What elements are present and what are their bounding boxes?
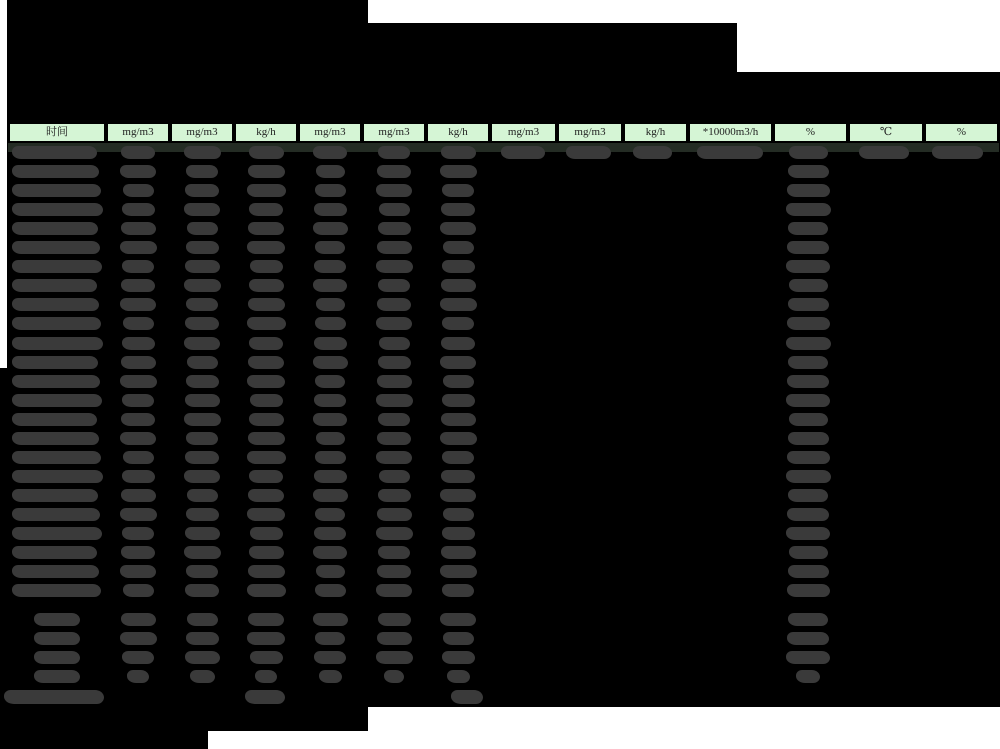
redacted-value-blob [249,413,284,426]
redacted-value-blob [122,527,154,540]
redaction-block [7,23,737,72]
redacted-value-blob [247,632,285,645]
redacted-value-blob [247,508,285,521]
redacted-value-blob [314,203,347,216]
redacted-value-blob [377,432,411,445]
redacted-value-blob [248,565,285,578]
redacted-value-blob [441,546,476,559]
redacted-value-blob [786,337,831,350]
redacted-time-blob [12,375,100,388]
redacted-value-blob [249,337,283,350]
redacted-value-blob [377,508,412,521]
header-cell-1: mg/m3 [108,124,168,141]
redacted-value-blob [314,260,346,273]
redacted-total-label-blob [4,690,104,704]
header-cell-9: kg/h [625,124,686,141]
redacted-summary-label-blob [34,613,80,626]
redacted-value-blob [120,632,157,645]
redacted-value-blob [247,584,286,597]
redacted-time-blob [12,527,102,540]
redacted-time-blob [12,317,101,330]
redacted-value-blob [786,394,830,407]
redacted-time-blob [12,260,102,273]
redaction-block [0,707,368,731]
redacted-value-blob [377,298,411,311]
redacted-value-blob [377,375,412,388]
redacted-value-blob [184,546,221,559]
redacted-value-blob [186,508,219,521]
redacted-time-blob [12,470,103,483]
redacted-value-blob [120,241,157,254]
redacted-value-blob [121,356,156,369]
redacted-value-blob [315,508,345,521]
redacted-value-blob [788,489,828,502]
header-cell-7: mg/m3 [492,124,555,141]
redacted-value-blob [120,432,156,445]
redacted-value-blob [122,651,154,664]
redacted-value-blob [249,470,283,483]
redacted-value-blob [566,146,611,159]
redacted-value-blob [250,527,283,540]
redacted-time-blob [12,413,97,426]
redacted-value-blob [249,546,284,559]
redacted-value-blob [248,489,284,502]
redacted-time-blob [12,394,102,407]
redacted-value-blob [440,613,476,626]
redacted-value-blob [121,489,156,502]
redacted-time-blob [12,508,100,521]
redacted-value-blob [788,613,828,626]
redacted-value-blob [186,298,218,311]
redacted-value-blob [376,451,412,464]
redacted-value-blob [788,298,829,311]
redacted-value-blob [249,146,284,159]
redacted-value-blob [788,356,828,369]
redacted-value-blob [787,632,829,645]
redacted-value-blob [313,146,347,159]
redacted-value-blob [121,546,155,559]
redacted-value-blob [315,317,346,330]
redacted-time-blob [12,279,97,292]
redacted-value-blob [186,375,219,388]
redacted-time-blob [12,146,97,159]
redacted-value-blob [190,670,215,683]
redacted-value-blob [185,394,220,407]
redacted-value-blob [123,317,154,330]
redacted-time-blob [12,222,98,235]
redacted-value-blob [443,241,474,254]
redacted-value-blob [255,670,277,683]
redacted-time-blob [12,356,98,369]
header-cell-13: % [926,124,997,141]
redacted-value-blob [184,337,220,350]
redacted-value-blob [187,489,218,502]
redacted-value-blob [378,489,411,502]
redacted-value-blob [442,451,474,464]
redacted-value-blob [376,584,412,597]
redacted-value-blob [633,146,672,159]
redacted-time-blob [12,432,99,445]
redacted-value-blob [787,508,829,521]
redacted-value-blob [379,337,410,350]
redacted-value-blob [316,298,345,311]
redacted-value-blob [248,165,285,178]
redacted-value-blob [787,317,830,330]
header-cell-12: ℃ [850,124,922,141]
redacted-value-blob [184,470,220,483]
redacted-value-blob [315,451,346,464]
redacted-value-blob [247,184,286,197]
redacted-value-blob [185,317,219,330]
redacted-value-blob [789,546,828,559]
redacted-value-blob [250,394,283,407]
redacted-value-blob [932,146,983,159]
redacted-value-blob [120,165,156,178]
redacted-value-blob [313,489,348,502]
redacted-value-blob [442,584,474,597]
redacted-time-blob [12,546,97,559]
redacted-value-blob [789,146,828,159]
redacted-value-blob [184,279,221,292]
redacted-value-blob [377,165,411,178]
redacted-value-blob [187,222,218,235]
redacted-value-blob [121,613,156,626]
redacted-value-blob [786,260,830,273]
redacted-value-blob [378,613,411,626]
redacted-value-blob [378,546,410,559]
redacted-time-blob [12,203,103,216]
redacted-value-blob [127,670,149,683]
redacted-value-blob [378,146,410,159]
redacted-value-blob [376,394,413,407]
redacted-value-blob [247,317,286,330]
redacted-value-blob [787,184,830,197]
redacted-summary-label-blob [34,670,80,683]
redacted-value-blob [440,298,477,311]
redacted-value-blob [378,279,410,292]
redacted-value-blob [185,651,220,664]
redacted-value-blob [440,565,477,578]
redacted-value-blob [247,241,285,254]
redacted-value-blob [441,413,476,426]
redacted-value-blob [786,651,830,664]
redacted-value-blob [248,613,284,626]
redacted-value-blob [186,432,218,445]
redacted-value-blob [185,527,220,540]
redacted-value-blob [441,470,475,483]
redacted-value-blob [440,356,476,369]
redacted-time-blob [12,337,103,350]
redacted-value-blob [443,375,474,388]
redacted-value-blob [249,279,284,292]
header-cell-3: kg/h [236,124,296,141]
redacted-value-blob [796,670,820,683]
redacted-value-blob [376,260,413,273]
redacted-value-blob [184,146,221,159]
redacted-value-blob [315,375,345,388]
redacted-value-blob [786,203,831,216]
redacted-value-blob [443,508,474,521]
redacted-value-blob [440,165,477,178]
redacted-value-blob [186,165,218,178]
redacted-summary-label-blob [34,632,80,645]
redacted-value-blob [185,184,219,197]
header-cell-11: % [775,124,846,141]
redacted-value-blob [122,470,155,483]
redacted-value-blob [316,165,345,178]
redacted-time-blob [12,241,100,254]
header-cell-4: mg/m3 [300,124,360,141]
redacted-value-blob [442,184,474,197]
redacted-value-blob [247,375,285,388]
redacted-value-blob [441,337,475,350]
redaction-block [7,72,1000,122]
redacted-value-blob [787,451,830,464]
redacted-value-blob [123,584,154,597]
redacted-value-blob [247,451,286,464]
redacted-value-blob [451,690,483,704]
redacted-value-blob [376,317,412,330]
header-cell-10: *10000m3/h [690,124,771,141]
redacted-value-blob [377,241,412,254]
redacted-value-blob [697,146,763,159]
redacted-value-blob [316,565,345,578]
redacted-value-blob [376,184,412,197]
redacted-value-blob [377,565,411,578]
redacted-value-blob [377,632,412,645]
redacted-value-blob [786,470,831,483]
redacted-time-blob [12,298,99,311]
redacted-time-blob [12,565,99,578]
redacted-value-blob [379,470,410,483]
redacted-value-blob [789,279,828,292]
redacted-value-blob [120,508,157,521]
redacted-value-blob [315,584,346,597]
redacted-value-blob [314,394,346,407]
redacted-value-blob [440,432,477,445]
redacted-time-blob [12,489,98,502]
redacted-time-blob [12,184,101,197]
header-cell-8: mg/m3 [559,124,621,141]
redacted-value-blob [315,632,345,645]
header-cell-5: mg/m3 [364,124,424,141]
redacted-value-blob [441,279,476,292]
redacted-value-blob [313,546,347,559]
redacted-value-blob [442,260,475,273]
redacted-time-blob [12,165,99,178]
redacted-value-blob [442,317,474,330]
redacted-value-blob [859,146,909,159]
redacted-value-blob [314,527,346,540]
redacted-value-blob [787,584,830,597]
redacted-value-blob [249,203,283,216]
redacted-value-blob [787,375,829,388]
redacted-value-blob [250,651,283,664]
redacted-value-blob [122,337,155,350]
redacted-value-blob [120,565,156,578]
redacted-value-blob [787,241,829,254]
header-cell-0: 时间 [10,124,104,141]
redacted-value-blob [440,489,476,502]
redacted-value-blob [378,222,411,235]
redacted-value-blob [184,413,221,426]
redacted-value-blob [376,527,413,540]
redacted-value-blob [120,375,157,388]
header-cell-6: kg/h [428,124,488,141]
redacted-value-blob [187,356,218,369]
redacted-value-blob [184,203,220,216]
redacted-value-blob [378,356,411,369]
redacted-value-blob [185,451,219,464]
redacted-value-blob [315,241,345,254]
redacted-value-blob [442,394,475,407]
redacted-value-blob [501,146,545,159]
redacted-value-blob [441,146,476,159]
redacted-value-blob [121,279,155,292]
redacted-value-blob [122,203,155,216]
redacted-value-blob [123,451,154,464]
redacted-value-blob [788,565,829,578]
redacted-value-blob [788,222,828,235]
redacted-value-blob [313,222,348,235]
redaction-block [0,731,208,749]
redacted-value-blob [443,632,474,645]
redacted-value-blob [441,203,475,216]
redaction-block [7,0,368,23]
redacted-value-blob [313,413,347,426]
redacted-value-blob [187,613,218,626]
redacted-value-blob [442,651,475,664]
redacted-value-blob [248,222,284,235]
redacted-value-blob [186,565,218,578]
redacted-summary-label-blob [34,651,80,664]
redacted-value-blob [186,632,219,645]
redacted-value-blob [248,356,284,369]
redacted-value-blob [248,298,285,311]
redacted-value-blob [314,337,347,350]
redacted-value-blob [122,394,154,407]
redacted-value-blob [788,432,829,445]
redacted-value-blob [789,413,828,426]
redacted-value-blob [315,184,346,197]
redacted-value-blob [440,222,476,235]
redacted-value-blob [120,298,156,311]
redacted-value-blob [378,413,410,426]
redacted-value-blob [319,670,342,683]
redacted-value-blob [123,184,154,197]
redacted-value-blob [384,670,404,683]
redacted-value-blob [313,613,348,626]
redacted-value-blob [442,527,475,540]
redacted-value-blob [250,260,283,273]
redacted-value-blob [121,222,156,235]
redacted-value-blob [248,432,285,445]
redacted-value-blob [313,356,348,369]
redacted-value-blob [379,203,410,216]
redacted-value-blob [313,279,347,292]
redacted-value-blob [447,670,470,683]
redacted-value-blob [314,470,347,483]
redacted-value-blob [122,260,154,273]
redacted-value-blob [314,651,346,664]
redacted-value-blob [185,260,220,273]
redacted-time-blob [12,451,101,464]
redacted-value-blob [376,651,413,664]
redacted-time-blob [12,584,101,597]
redacted-value-blob [788,165,829,178]
redacted-value-blob [121,146,155,159]
redacted-value-blob [786,527,830,540]
redacted-value-blob [121,413,155,426]
redacted-value-blob [185,584,219,597]
redacted-value-blob [316,432,345,445]
redacted-value-blob [245,690,285,704]
header-cell-2: mg/m3 [172,124,232,141]
redacted-value-blob [186,241,219,254]
